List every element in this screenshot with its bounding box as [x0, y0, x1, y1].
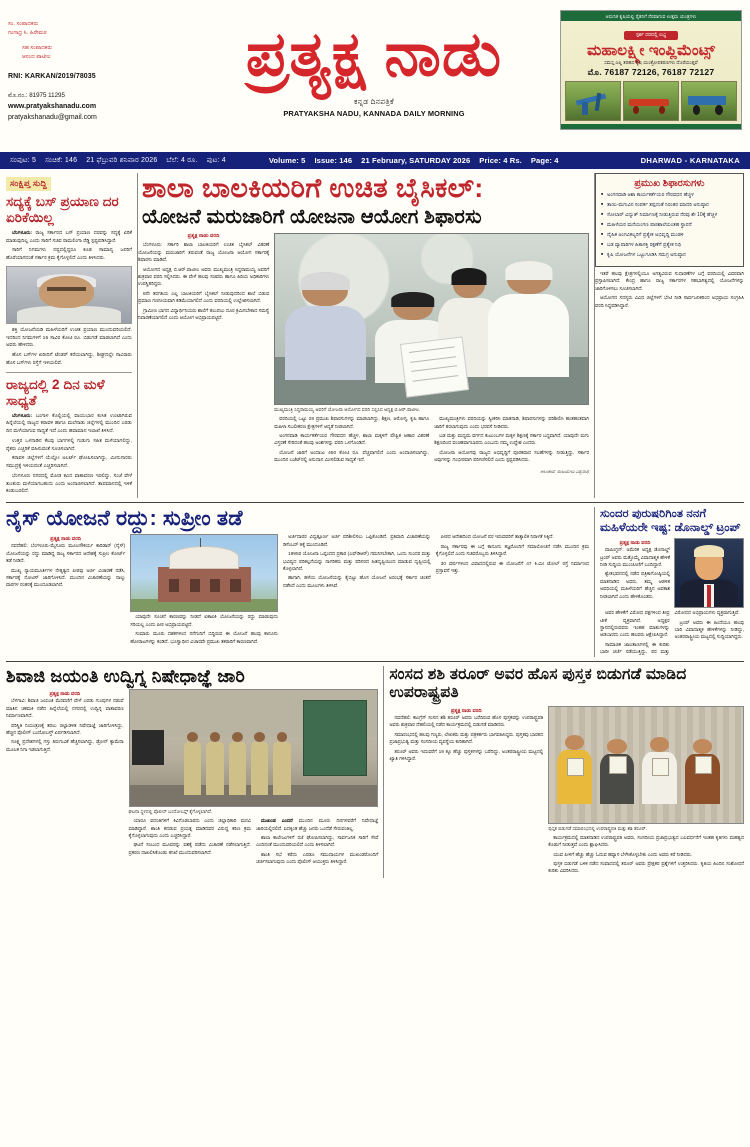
ad-photo-trailer	[681, 81, 737, 121]
info-issue-kn: ಸಂಚಿಕೆ: 146	[45, 156, 78, 164]
editor-label-2: ಸಹ ಸಂಪಾದಕರು	[22, 44, 52, 51]
editor-name-2: ಆನಂದ ಪಾಟೀಲ	[22, 53, 51, 60]
shivaji-headline[interactable]: ಶಿವಾಜಿ ಜಯಂತಿ ಉದ್ವಿಗ್ನ ನಿಷೇಧಾಜ್ಞೆ ಜಾರಿ	[6, 665, 245, 686]
nice-c4-p3: 30 ವರ್ಷಗಳಿಂದ ವಿವಾದದಲ್ಲಿರುವ ಈ ಯೋಜನೆಗೆ 47 ಕಿ.ಮೀ ಟೋಲ್ ರಸ್ತೆ ನಿರ್ಮಾಣದ ಪ್ರಸ್ತಾವನೆ ಇತ್ತು.	[435, 561, 590, 574]
lead-c1-p4: ಗ್ರಾಮೀಣ ಭಾಗದ ವಿದ್ಯಾರ್ಥಿನಿಯರು ಶಾಲೆಗೆ ತಲುಪಲು ದೂರ ಕ್ರಮಿಸಬೇಕಾದ ಸಮಸ್ಯೆ ನಿವಾರಣೆಯಾಗಲಿದೆ ಎಂದು ಆಯೋಗ ಅಭಿಪ್ರಾಯಪಟ್ಟಿದೆ.	[138, 308, 270, 322]
recommendation-item: ■ ಕೃಷಿ ಯೋಜನೆಗಳ ಒಟ್ಟುಗೂಡಿಸಿ ಸಮಗ್ರ ಅನುಷ್ಠಾನ	[601, 252, 738, 260]
masthead	[0, 0, 750, 152]
shivaji-byline: ಪ್ರತ್ಯಕ್ಷ ನಾಡು ವರದಿ	[49, 691, 81, 698]
left-sidebar	[6, 173, 132, 498]
contact-email[interactable]: pratyakshanadu@gmail.com	[8, 114, 97, 121]
trump-c2-p1: ಅವರ ಹೇಳಿಕೆಗೆ ವಿರೋಧ ಪಕ್ಷಗಳಿಂದ ತೀವ್ರ ಟೀಕೆ ವ್ಯಕ್ತವಾಗಿದೆ. ಅಧ್ಯಕ್ಷರ ಸ್ಥಾನದಲ್ಲಿರುವವರು ಇಂತಹ ಮಾತುಗಳನ್ನು ಆಡಬಾರದು ಎಂದು ಹಲವರು ಆಕ್ಷೇಪಿಸಿದ್ದಾರೆ.	[600, 611, 670, 639]
lead-c3-p3: ಯೋಜನಾ ಆಯೋಗವು ರಾಜ್ಯದ ಅಭಿವೃದ್ಧಿಗೆ ಪೂರಕವಾದ ಸಲಹೆಗಳನ್ನು ನೀಡುತ್ತಿದ್ದು, ಸರ್ಕಾರ ಅವುಗಳನ್ನು ಗಂಭೀರವಾಗಿ ಪರಿಗಣಿಸಲಿದೆ ಎಂದು ಸ್ಪಷ್ಟಪಡಿಸಿದರು.	[434, 450, 590, 464]
story-shivaji	[6, 666, 378, 878]
tharoor-c1-p3: ತರೂರ್ ಅವರು ಇದುವರೆಗೆ 19 ಕ್ಕೂ ಹೆಚ್ಚು ಪುಸ್ತಕಗಳನ್ನು ಬರೆದಿದ್ದು, ಅಂತರರಾಷ್ಟ್ರೀಯ ಮಟ್ಟದಲ್ಲಿ ಖ್ಯಾತಿ ಗಳಿಸಿದ್ದಾರೆ.	[389, 749, 544, 762]
shivaji-c1-p1: ಬೆಳಗಾವಿ: ಶಿವಾಜಿ ಜಯಂತಿ ಮೆರವಣಿಗೆ ವೇಳೆ ಎರಡು ಗುಂಪುಗಳ ನಡುವೆ ಮಾತಿನ ಚಕಮಕಿ ನಡೆದ ಹಿನ್ನೆಲೆಯಲ್ಲಿ ನಗರದಲ್ಲಿ ಉದ್ವಿಗ್ನ ವಾತಾವರಣ ನಿರ್ಮಾಣವಾಗಿದೆ.	[6, 699, 124, 720]
recommendations-title: ಪ್ರಮುಖ ಶಿಫಾರಸುಗಳು	[634, 178, 705, 189]
story-tharoor	[383, 666, 744, 878]
recommendations-panel	[594, 173, 744, 498]
tharoor-headline[interactable]: ಸಂಸದ ಶಶಿ ತರೂರ್ ಅವರ ಹೊಸ ಪುಸ್ತಕ ಬಿಡುಗಡೆ ಮಾಡಿದ ಉಪರಾಷ್ಟ್ರಪತಿ	[389, 665, 687, 702]
ad-phone-numbers: ಮೊ. 76187 72126, 76187 72127	[587, 67, 715, 77]
trump-c1-p1: ವಾಷಿಂಗ್ಟನ್: ಅಮೆರಿಕ ಅಧ್ಯಕ್ಷ ಡೊನಾಲ್ಡ್ ಟ್ರಂಪ್ ಅವರು ಮತ್ತೊಮ್ಮೆ ವಿವಾದಾತ್ಮಕ ಹೇಳಿಕೆ ನೀಡಿ ಸುದ್ದಿಯ ಮುಂಚೂಣಿಗೆ ಬಂದಿದ್ದಾರೆ.	[600, 548, 670, 568]
lead-c3-p1: ಮುಖ್ಯಮಂತ್ರಿಗಳು ವರದಿಯನ್ನು ಸ್ವೀಕರಿಸಿ ಮಾತನಾಡಿ, ಶಿಫಾರಸುಗಳನ್ನು ಪರಿಶೀಲಿಸಿ ಹಂತಹಂತವಾಗಿ ಜಾರಿಗೆ ತರಲಾಗುವುದು ಎಂದು ಭರವಸೆ ನೀಡಿದರು.	[434, 417, 590, 430]
recommendation-item: ■ ಸೋಲಾರ್ ವಿದ್ಯುತ್ ನಿರ್ಮಾಣಕ್ಕೆ ನೀಡುತ್ತಿರುವ ನೆರವು ಶೇ 10ಕ್ಕೆ ಹೆಚ್ಚಳ	[601, 212, 738, 220]
sidebar-story1-body	[6, 230, 132, 263]
recommendations-box	[595, 173, 744, 267]
story-nice	[6, 507, 589, 648]
shivaji-c1-p2: ಪರಿಸ್ಥಿತಿ ನಿಯಂತ್ರಣಕ್ಕೆ ತರಲು ಜಿಲ್ಲಾಡಳಿತ ನಿಷೇಧಾಜ್ಞೆ ಜಾರಿಗೊಳಿಸಿದ್ದು, ಹೆಚ್ಚಿನ ಪೊಲೀಸ್ ಬಂದೋಬಸ್ತ್ ಏರ್ಪಡಿಸಲಾಗಿದೆ.	[6, 723, 124, 737]
masthead-advertisement[interactable]	[560, 10, 742, 130]
sidebar-story1-p1: ರಾಜ್ಯ ಸರ್ಕಾರದ ಬಸ್ ಪ್ರಯಾಣ ದರವನ್ನು ಸದ್ಯಕ್ಕೆ ಏರಿಕೆ ಮಾಡುವುದಿಲ್ಲ ಎಂದು ಸಾರಿಗೆ ಸಚಿವ ರಾಮಲಿಂಗಾ ರೆಡ್ಡಿ ಸ್ಪಷ್ಟಪಡಿಸಿದ್ದಾರೆ.	[6, 230, 132, 244]
sidebar-story2-dateline: ಬೆಂಗಳೂರು:	[12, 413, 33, 419]
tharoor-c2-p2: ಯುವ ಪೀಳಿಗೆ ಹೆಚ್ಚು ಹೆಚ್ಚು ಓದುವ ಹವ್ಯಾಸ ಬೆಳೆಸಿಕೊಳ್ಳಬೇಕು ಎಂದು ಅವರು ಕರೆ ನೀಡಿದರು.	[553, 852, 693, 858]
sidebar-story1-p3: ಶಕ್ತಿ ಯೋಜನೆಯಡಿ ಮಹಿಳೆಯರಿಗೆ ಉಚಿತ ಪ್ರಯಾಣ ಮುಂದುವರಿಯಲಿದೆ. ಇದರಿಂದ ನಿಗಮಗಳಿಗೆ 15 ಸಾವಿರ ಕೋಟಿ ರೂ. ಬಿಡುಗಡೆ ಮಾಡಲಾಗಿದೆ ಎಂದು ಅವರು ಹೇಳಿದರು.	[6, 327, 132, 349]
trump-c2-p2: ಸಾಮಾಜಿಕ ಜಾಲತಾಣಗಳಲ್ಲಿ ಈ ಕುರಿತು ಭಾರೀ ಚರ್ಚೆ ನಡೆಯುತ್ತಿದ್ದು, ಪರ ಮತ್ತು ವಿರೋಧದ ಅಭಿಪ್ರಾಯಗಳು ವ್ಯಕ್ತವಾಗುತ್ತಿವೆ.	[600, 611, 740, 656]
sidebar-story1-headline[interactable]: ಸದ್ಯಕ್ಕೆ ಬಸ್ ಪ್ರಯಾಣ ದರ ಏರಿಕೆಯಿಲ್ಲ	[6, 194, 119, 226]
lead-byline: ಪ್ರತ್ಯಕ್ಷ ನಾಡು ವರದಿ	[187, 233, 220, 240]
shivaji-c2-p1: ಯಾರೂ ವದಂತಿಗಳಿಗೆ ಕಿವಿಗೊಡಬಾರದು ಎಂದು ಜಿಲ್ಲಾಧಿಕಾರಿ ಮನವಿ ಮಾಡಿದ್ದಾರೆ. ಶಾಂತಿ ಕದಡುವ ಪ್ರಯತ್ನ ಮಾಡಿದವರ ವಿರುದ್ಧ ಕಠಿಣ ಕ್ರಮ ಕೈಗೊಳ್ಳಲಾಗುವುದು ಎಂದು ಎಚ್ಚರಿಸಿದ್ದಾರೆ.	[128, 819, 251, 840]
info-pages-en: Page: 4	[530, 156, 559, 165]
ad-ribbon-text: ಸ್ಪರ್ಶ ದರದಲ್ಲಿ ಲಭ್ಯ	[624, 31, 678, 40]
recommendation-item: ■ ಬಡ ವ್ಯಾಪಾರಿಗಳ ಹಿತಾಸಕ್ತಿ ರಕ್ಷಣೆಗೆ ಪ್ರತ್ಯೇಕ ನಿಧಿ	[601, 242, 738, 250]
shivaji-c1-p3: ಸೂಕ್ಷ್ಮ ಪ್ರದೇಶಗಳಲ್ಲಿ ಗಸ್ತು ತಿರುಗುವಿಕೆ ಹೆಚ್ಚಿಸಲಾಗಿದ್ದು, ಡ್ರೋನ್ ಕ್ಯಾಮೆರಾ ಮೂಲಕ ನಿಗಾ ಇಡಲಾಗುತ್ತಿದೆ.	[6, 740, 124, 753]
contact-website[interactable]: www.pratyakshanadu.com	[8, 102, 97, 110]
nice-c1-p1: ನವದೆಹಲಿ: ಬೆಂಗಳೂರು-ಮೈಸೂರು ಮೂಲಸೌಕರ್ಯ ಕಾರಿಡಾರ್ (ನೈಸ್) ಯೋಜನೆಯನ್ನು ರದ್ದು ಮಾಡಿದ್ದ ರಾಜ್ಯ ಸರ್ಕಾರದ ಆದೇಶಕ್ಕೆ ಸುಪ್ರೀಂ ಕೋರ್ಟ್ ತಡೆ ನೀಡಿದೆ.	[6, 544, 126, 565]
nice-c2-p1: ಯಾವುದೇ ಸೂಚನೆ ಕಾರಣವನ್ನು ನೀಡದೆ ಏಕಾಏಕಿ ಯೋಜನೆಯನ್ನು ರದ್ದು ಮಾಡುವುದು ಸರಿಯಲ್ಲ ಎಂದು ಪೀಠ ಅಭಿಪ್ರಾಯಪಟ್ಟಿದೆ.	[130, 615, 278, 628]
lead-story	[137, 173, 589, 498]
shivaji-highlight-label: ಮುಖಂಡ ಎಂದರೆ	[260, 819, 293, 825]
lead-photo	[274, 233, 589, 405]
ad-subtitle: ಸಮಸ್ತ ಎಲ್ಲ ತರಹದ ಕೃಷಿ ಯಂತ್ರೋಪಕರಣಗಳು ದೊರೆಯುತ್ತವೆ	[604, 60, 698, 65]
lead-column-1	[138, 233, 269, 475]
info-edition: DHARWAD - KARNATAKA	[640, 156, 740, 165]
tharoor-c2-p1: ಕಾರ್ಯಕ್ರಮದಲ್ಲಿ ಮಾತನಾಡಿದ ಉಪರಾಷ್ಟ್ರಪತಿ ಅವರು, ಸಂಸದೀಯ ಪ್ರಜಾಪ್ರಭುತ್ವದ ಬಲವರ್ಧನೆಗೆ ಇಂತಹ ಕೃತಿಗಳು ಮಹತ್ವದ ಕೊಡುಗೆ ನೀಡುತ್ತವೆ ಎಂದು ಶ್ಲಾಘಿಸಿದರು.	[548, 835, 744, 849]
sidebar-story2-headline[interactable]: ರಾಜ್ಯದಲ್ಲಿ 2 ದಿನ ಮಳೆ ಸಾಧ್ಯತೆ	[6, 376, 105, 409]
sidebar-story2-body	[6, 413, 132, 497]
nice-c4-p2: ರಾಜ್ಯ ಸರ್ಕಾರವು ಈ ಬಗ್ಗೆ ಕಾನೂನು ತಜ್ಞರೊಂದಿಗೆ ಸಮಾಲೋಚನೆ ನಡೆಸಿ ಮುಂದಿನ ಕ್ರಮ ಕೈಗೊಳ್ಳಲಿದೆ ಎಂದು ಸಚಿವರೊಬ್ಬರು ತಿಳಿಸಿದ್ದಾರೆ.	[435, 544, 590, 558]
ad-photo-plough	[565, 81, 621, 121]
editor-label-1: ಸಂ. ಸಂಪಾದಕರು	[8, 21, 39, 27]
lead-photo-credit: ಆಲಂಕಾರ: ಸಂಜಯಗಿರಿ ವಿಶ್ವನಾಥ	[540, 468, 589, 474]
lead-c1-p2: ಆಯೋಗದ ಅಧ್ಯಕ್ಷ ಬಿ.ಆರ್.ಪಾಟೀಲ ಅವರು ಮುಖ್ಯಮಂತ್ರಿ ಸಿದ್ದರಾಮಯ್ಯ ಅವರಿಗೆ ಶುಕ್ರವಾರ ವರದಿ ಸಲ್ಲಿಸಿದರು. ಈ ವೇಳೆ ಹಲವು ಸಚಿವರು ಹಾಗೂ ಹಿರಿಯ ಅಧಿಕಾರಿಗಳು ಉಪಸ್ಥಿತರಿದ್ದರು.	[138, 267, 270, 288]
police-photo	[129, 689, 379, 807]
recommendation-item: ■ ದೈಹಿಕ ಅಂಗವಿಕಲ್ಯರಿಗೆ ಪ್ರತ್ಯೇಕ ಅಭಿವೃದ್ಧಿ ಮಂಡಳಿ	[601, 232, 738, 240]
lead-c2-p3: ಯೋಜನೆ ಜಾರಿಗೆ ಅಂದಾಜು 450 ಕೋಟಿ ರೂ. ವೆಚ್ಚವಾಗಲಿದೆ ಎಂದು ಅಂದಾಜಿಸಲಾಗಿದ್ದು, ಮುಂದಿನ ಬಜೆಟ್‌ನಲ್ಲಿ ಅನುದಾನ ಮೀಸಲಿಡುವ ಸಾಧ್ಯತೆ ಇದೆ.	[274, 450, 430, 464]
lead-photo-caption: ಮುಖ್ಯಮಂತ್ರಿ ಸಿದ್ದರಾಮಯ್ಯ ಅವರಿಗೆ ಯೋಜನಾ ಆಯೋಗದ ವರದಿ ಸಲ್ಲಿಸಿದ ಅಧ್ಯಕ್ಷ ಬಿ.ಆರ್.ಪಾಟೀಲ.	[274, 407, 421, 413]
tharoor-c1-p2: ಸಮಾರಂಭದಲ್ಲಿ ಹಲವು ಗಣ್ಯರು, ಲೇಖಕರು ಮತ್ತು ಪತ್ರಕರ್ತರು ಭಾಗವಹಿಸಿದ್ದರು. ಪುಸ್ತಕವು ಭಾರತದ ಪ್ರಜಾಪ್ರಭುತ್ವ ಮತ್ತು ಸಂಸದೀಯ ವ್ಯವಸ್ಥೆಯ ಕುರಿತಾಗಿದೆ.	[389, 732, 544, 746]
ad-photo-rotavator	[623, 81, 679, 121]
story-trump	[594, 507, 744, 657]
tharoor-c1-p1: ನವದೆಹಲಿ: ಕಾಂಗ್ರೆಸ್ ಸಂಸದ ಶಶಿ ತರೂರ್ ಅವರು ಬರೆದಿರುವ ಹೊಸ ಪುಸ್ತಕವನ್ನು ಉಪರಾಷ್ಟ್ರಪತಿ ಅವರು ಶುಕ್ರವಾರ ದೆಹಲಿಯಲ್ಲಿ ನಡೆದ ಕಾರ್ಯಕ್ರಮದಲ್ಲಿ ಬಿಡುಗಡೆ ಮಾಡಿದರು.	[389, 715, 544, 729]
book-release-photo	[548, 706, 744, 824]
nice-byline: ಪ್ರತ್ಯಕ್ಷ ನಾಡು ವರದಿ	[50, 536, 81, 543]
shivaji-c3-p3: ಶಾಂತಿ ಸಭೆ ಕರೆದು ಎರಡೂ ಸಮುದಾಯಗಳ ಮುಖಂಡರೊಂದಿಗೆ ಚರ್ಚಿಸಲಾಗುವುದು ಎಂದು ಪೊಲೀಸ್ ಆಯುಕ್ತರು ತಿಳಿಸಿದ್ದಾರೆ.	[255, 852, 379, 866]
sidebar-story2-p2: ಉತ್ತರ ಒಳನಾಡಿನ ಕೆಲವು ಭಾಗಗಳಲ್ಲಿ ಗುಡುಗು ಸಹಿತ ಮಳೆಯಾಗಲಿದ್ದು, ರೈತರು ಎಚ್ಚರಿಕೆ ವಹಿಸುವಂತೆ ಸೂಚಿಸಲಾಗಿದೆ.	[6, 438, 132, 452]
info-date-en: 21 February, SATURDAY 2026	[361, 156, 471, 165]
sidebar-story1-p4: ಹೊಸ ಬಸ್‌ಗಳ ಖರೀದಿಗೆ ಟೆಂಡರ್ ಕರೆಯಲಾಗಿದ್ದು, ಶೀಘ್ರದಲ್ಲೇ ಸಾವಿರಾರು ಹೊಸ ಬಸ್‌ಗಳು ರಸ್ತೆಗೆ ಇಳಿಯಲಿವೆ.	[6, 353, 132, 366]
recommendation-item: ■ ಅಂಗನವಾಡಿ ಆಶಾ ಕಾರ್ಯಕರ್ತೆಯರ ಗೌರವಧನ ಹೆಚ್ಚಳ	[601, 192, 738, 200]
info-date-kn: 21 ಫೆಬ್ರುವರಿ ಶನಿವಾರ 2026	[86, 156, 158, 164]
sidebar-story2-p1: ಬಂಗಾಳ ಕೊಲ್ಲಿಯಲ್ಲಿ ವಾಯುಭಾರ ಕುಸಿತ ಉಂಟಾಗಿರುವ ಹಿನ್ನೆಲೆಯಲ್ಲಿ ರಾಜ್ಯದ ಕರಾವಳಿ ಹಾಗೂ ಮಲೆನಾಡು ಜಿಲ್ಲೆಗಳಲ್ಲಿ ಮುಂದಿನ ಎರಡು ದಿನ ಮಳೆಯಾಗುವ ಸಾಧ್ಯತೆ ಇದೆ ಎಂದು ಹವಾಮಾನ ಇಲಾಖೆ ತಿಳಿಸಿದೆ.	[6, 413, 132, 435]
lead-c1-p3: 8ನೇ ತರಗತಿಯ ಎಲ್ಲ ಬಾಲಕಿಯರಿಗೆ ಬೈಸಿಕಲ್ ನೀಡುವುದರಿಂದ ಶಾಲೆ ಬಿಡುವ ಪ್ರಮಾಣ ಗಣನೀಯವಾಗಿ ಕಡಿಮೆಯಾಗಲಿದೆ ಎಂದು ವರದಿಯಲ್ಲಿ ಉಲ್ಲೇಖಿಸಲಾಗಿದೆ.	[138, 291, 270, 305]
info-pages-kn: ಪುಟ: 4	[206, 156, 226, 164]
book-photo-caption: ಪುಸ್ತಕ ಬಿಡುಗಡೆ ಸಮಾರಂಭದಲ್ಲಿ ಉಪರಾಷ್ಟ್ರಪತಿ ಮತ್ತು ಶಶಿ ತರೂರ್.	[548, 825, 647, 831]
info-price-en: Price: 4 Rs.	[479, 156, 522, 165]
trump-photo	[674, 538, 744, 608]
editor-name-1: ಗಂಗಾಧ್ರ ಸಿ. ಹಿರೇಮಠ	[8, 29, 47, 36]
nice-c2-p2: ಸುಮಾರು ಮೂರು ದಶಕಗಳಿಂದ ನನೆಗುದಿಗೆ ಬಿದ್ದಿರುವ ಈ ಯೋಜನೆ ಹಲವು ಕಾನೂನು ಹೋರಾಟಗಳನ್ನು ಕಂಡಿದೆ. ಭೂಸ್ವಾಧೀನ ವಿಚಾರವೇ ಪ್ರಮುಖ ತಕರಾರಿಗೆ ಕಾರಣವಾಗಿದೆ.	[130, 632, 278, 645]
police-photo-caption: ಘಟನಾ ಸ್ಥಳದಲ್ಲಿ ಪೊಲೀಸ್ ಬಂದೋಬಸ್ತ್ ಕೈಗೊಳ್ಳಲಾಗಿದೆ.	[128, 809, 213, 815]
main-content-grid	[0, 169, 750, 498]
info-price-kn: ಬೆಲೆ: 4 ರೂ.	[166, 156, 198, 164]
tagline-english: PRATYAKSHA NADU, KANNADA DAILY MORNING	[283, 108, 465, 118]
contact-phone: ಮೊ.ನಂ.: 81975 11295	[8, 91, 65, 99]
section-two	[0, 503, 750, 657]
sidebar-story2-p3: ಕರಾವಳಿ ಜಿಲ್ಲೆಗಳಿಗೆ ಯೆಲ್ಲೋ ಅಲರ್ಟ್ ಘೋಷಿಸಲಾಗಿದ್ದು, ಮೀನುಗಾರರು ಸಮುದ್ರಕ್ಕೆ ಇಳಿಯದಂತೆ ಎಚ್ಚರಿಸಲಾಗಿದೆ.	[6, 456, 132, 470]
trump-byline: ಪ್ರತ್ಯಕ್ಷ ನಾಡು ವರದಿ	[619, 540, 651, 547]
tagline-kannada: ಕನ್ನಡ ದಿನಪತ್ರಿಕೆ	[354, 96, 394, 106]
masthead-left-info	[8, 6, 188, 152]
shivaji-c2-p2: ಘಟನೆ ಸಂಬಂಧ ಮೂವರನ್ನು ವಶಕ್ಕೆ ಪಡೆದು ವಿಚಾರಣೆ ನಡೆಸಲಾಗುತ್ತಿದೆ. ಪ್ರಕರಣ ದಾಖಲಿಸಿಕೊಂಡು ತನಿಖೆ ಮುಂದುವರಿಸಲಾಗಿದೆ.	[128, 843, 251, 856]
ad-brand-title: ಮಹಾಲಕ್ಷ್ಮೀ ಇಂಪ್ಲಿಮೆಂಟ್ಸ್	[586, 42, 716, 59]
lead-c1-p1: ಬೆಂಗಳೂರು: ಸರ್ಕಾರಿ ಶಾಲಾ ಬಾಲಕಿಯರಿಗೆ ಉಚಿತ ಬೈಸಿಕಲ್ ವಿತರಣೆ ಯೋಜನೆಯನ್ನು ಮರುಜಾರಿಗೆ ತರುವಂತೆ ರಾಜ್ಯ ಯೋಜನಾ ಆಯೋಗ ಸರ್ಕಾರಕ್ಕೆ ಶಿಫಾರಸು ಮಾಡಿದೆ.	[138, 243, 270, 264]
trump-c1-p2: ಶ್ವೇತಭವನದಲ್ಲಿ ನಡೆದ ಪತ್ರಿಕಾಗೋಷ್ಠಿಯಲ್ಲಿ ಮಾತನಾಡಿದ ಅವರು, ತಮ್ಮ ಆಡಳಿತ ಅವಧಿಯಲ್ಲಿ ಮಹಿಳೆಯರಿಗೆ ಹೆಚ್ಚಿನ ಅವಕಾಶ ನೀಡಲಾಗಿದೆ ಎಂದು ಹೇಳಿಕೊಂಡರು.	[600, 572, 670, 600]
recommendation-item: ■ ಮಹಿಳೆಯರ ಮನೆಯಂಗಣ ಪಾಠಶಾಲೆಯಂತಹ ಸ್ಥಾಪನೆ	[601, 222, 738, 230]
ad-top-strip: ಆಧುನಿಕ ಕೃಷಿಯಲ್ಲಿ ರೈತನಿಗೆ ನೆರವಾಗುವ ಉತ್ತಮ ಯಂತ್ರಗಳು	[561, 11, 741, 21]
lead-c2-p2: ಅಂಗನವಾಡಿ ಕಾರ್ಯಕರ್ತೆಯರ ಗೌರವಧನ ಹೆಚ್ಚಳ, ಶಾಲಾ ಮಕ್ಕಳಿಗೆ ಪೌಷ್ಟಿಕ ಆಹಾರ ವಿತರಣೆ ವಿಸ್ತರಣೆ ಸೇರಿದಂತೆ ಹಲವು ಅಂಶಗಳನ್ನು ವರದಿ ಒಳಗೊಂಡಿದೆ.	[274, 433, 430, 447]
recommendations-note-2: ಆಯೋಗದ ಸದಸ್ಯರು ವಿವಿಧ ಜಿಲ್ಲೆಗಳಿಗೆ ಭೇಟಿ ನೀಡಿ ಸಾರ್ವಜನಿಕರಿಂದ ಅಭಿಪ್ರಾಯ ಸಂಗ್ರಹಿಸಿ ವರದಿ ಸಿದ್ಧಪಡಿಸಿದ್ದಾರೆ.	[595, 296, 744, 309]
rni-number: RNI: KARKAN/2019/78035	[8, 72, 96, 80]
sidebar-story1-dateline: ಬೆಂಗಳೂರು:	[12, 230, 33, 236]
sidebar-section-tag: ಸಂಕ್ಷಿಪ್ತ ಸುದ್ದಿ	[6, 177, 51, 191]
ad-ribbon	[561, 23, 741, 41]
nice-headline[interactable]: ನೈಸ್ ಯೋಜನೆ ರದ್ದು: ಸುಪ್ರೀಂ ತಡೆ	[6, 507, 243, 531]
newspaper-logo: ಪ್ರತ್ಯಕ್ಷ ನಾಡು	[245, 20, 503, 89]
section-three	[0, 662, 750, 878]
editor-credits	[8, 20, 188, 62]
recommendations-list	[601, 192, 738, 260]
tharoor-c2-p3: ಪುಸ್ತಕ ಬಿಡುಗಡೆ ಬಳಿಕ ನಡೆದ ಸಂವಾದದಲ್ಲಿ ತರೂರ್ ಅವರು ಪ್ರೇಕ್ಷಕರ ಪ್ರಶ್ನೆಗಳಿಗೆ ಉತ್ತರಿಸಿದರು. ಕೃತಿಯ ಹಿಂದಿನ ಸಂಶೋಧನೆ ಕುರಿತು ವಿವರಿಸಿದರು.	[548, 862, 744, 875]
nice-c1-p2: ಮುಖ್ಯ ನ್ಯಾಯಮೂರ್ತಿಗಳ ನೇತೃತ್ವದ ಪೀಠವು ಅರ್ಜಿ ವಿಚಾರಣೆ ನಡೆಸಿ, ಸರ್ಕಾರಕ್ಕೆ ನೋಟಿಸ್ ಜಾರಿಗೊಳಿಸಿದೆ. ಮುಂದಿನ ವಿಚಾರಣೆಯನ್ನು ನಾಲ್ಕು ವಾರಗಳ ನಂತರಕ್ಕೆ ಮುಂದೂಡಲಾಗಿದೆ.	[6, 568, 126, 589]
ad-bottom-strip	[561, 124, 741, 129]
sidebar-story1-photo	[6, 266, 132, 324]
tharoor-byline: ಪ್ರತ್ಯಕ್ಷ ನಾಡು ವರದಿ	[450, 707, 482, 714]
shivaji-c3-p2: ಶಾಲಾ ಕಾಲೇಜುಗಳಿಗೆ ರಜೆ ಘೋಷಿಸಲಾಗಿದ್ದು, ಸಾರ್ವಜನಿಕ ಸಾರಿಗೆ ಸೇವೆ ಎಂದಿನಂತೆ ಮುಂದುವರಿಯಲಿದೆ ಎಂದು ತಿಳಿಸಲಾಗಿದೆ.	[255, 836, 379, 849]
nice-c3-p3: ಹಾಗಾಗಿ, ಹಳೆಯ ಯೋಜನೆಯನ್ನು ಕೈಬಿಟ್ಟು ಹೊಸ ಯೋಜನೆ ಅರಂಭಕ್ಕೆ ಸರ್ಕಾರ ಚಿಂತನೆ ನಡೆಸಿದೆ ಎಂದು ಮೂಲಗಳು ತಿಳಿಸಿವೆ.	[282, 576, 431, 589]
info-volume-kn: ಸಂಪುಟ: 5	[10, 156, 37, 164]
lead-photo-column	[274, 233, 589, 475]
lead-c3-p2: ಬಡ ಮತ್ತು ಮಧ್ಯಮ ವರ್ಗದ ಕುಟುಂಬಗಳ ಮಕ್ಕಳ ಶಿಕ್ಷಣಕ್ಕೆ ಸರ್ಕಾರ ಬದ್ಧವಾಗಿದೆ. ಯಾವುದೇ ಮಗು ಶಿಕ್ಷಣದಿಂದ ವಂಚಿತವಾಗಬಾರದು ಎಂಬುದು ನಮ್ಮ ಉದ್ದೇಶ ಎಂದರು.	[434, 433, 590, 447]
nice-c4-p1: ಪೀಠದ ಆದೇಶದಿಂದ ಯೋಜನೆ ಪರ ಇರುವವರಿಗೆ ತಾತ್ಕಾಲಿಕ ನಿರಾಳತೆ ಸಿಕ್ಕಿದೆ.	[440, 535, 554, 541]
shivaji-c3-p1: ಮುಂದಿನ ಮೂರು ದಿನಗಳವರೆಗೆ ನಿಷೇಧಾಜ್ಞೆ ಜಾರಿಯಲ್ಲಿರಲಿದೆ. ಐದಕ್ಕಿಂತ ಹೆಚ್ಚು ಜನರು ಒಂದೆಡೆ ಸೇರುವಂತಿಲ್ಲ.	[255, 819, 379, 832]
lead-c2-p1: ವರದಿಯಲ್ಲಿ ಒಟ್ಟು 28 ಪ್ರಮುಖ ಶಿಫಾರಸುಗಳನ್ನು ಮಾಡಲಾಗಿದ್ದು, ಶಿಕ್ಷಣ, ಆರೋಗ್ಯ, ಕೃಷಿ ಹಾಗೂ ಮಹಿಳಾ ಸಬಲೀಕರಣ ಕ್ಷೇತ್ರಗಳಿಗೆ ಆದ್ಯತೆ ನೀಡಲಾಗಿದೆ.	[274, 417, 430, 430]
issue-info-bar	[0, 152, 750, 169]
trump-c2-p3: ಟ್ರಂಪ್ ಅವರು ಈ ಹಿಂದೆಯೂ ಹಲವು ಬಾರಿ ವಿವಾದಾತ್ಮಕ ಹೇಳಿಕೆಗಳನ್ನು ನೀಡಿದ್ದು, ಅಂತರರಾಷ್ಟ್ರೀಯ ಮಟ್ಟದಲ್ಲಿ ಸುದ್ದಿಯಾಗಿದ್ದರು.	[674, 620, 744, 641]
sidebar-divider	[6, 372, 132, 373]
sidebar-story2-p4: ಬೆಂಗಳೂರು ನಗರದಲ್ಲಿ ಮೋಡ ಕವಿದ ವಾತಾವರಣ ಇರಲಿದ್ದು, ಸಂಜೆ ವೇಳೆ ತುಂತುರು ಮಳೆಯಾಗಬಹುದು ಎಂದು ಅಂದಾಜಿಸಲಾಗಿದೆ. ತಾಪಮಾನದಲ್ಲಿ ಇಳಿಕೆ ಕಂಡುಬರಲಿದೆ.	[6, 473, 132, 495]
lead-story-columns	[138, 233, 589, 475]
trump-headline[interactable]: ಸುಂದರ ಪುರುಷರಿಗಿಂತ ನನಗೆ ಮಹಿಳೆಯರೇ ಇಷ್ಟ: ಡೊನಾಲ್ಡ್ ಟ್ರಂಪ್	[600, 508, 741, 535]
supreme-court-photo	[130, 534, 278, 612]
ad-product-photos	[561, 78, 741, 121]
nice-c3-p2: 1995ರ ಯೋಜನಾ ಒಪ್ಪಂದದ ಪ್ರಕಾರ (ಎಫ್‌ಡಿಆರ್) ಗಮನಿಸಬೇಕಾಗಿ, ಒಂದು ಸುಂದರ ಮತ್ತು ಭವಿಷ್ಯದ ಪರಿಕಲ್ಪನೆಯನ್ನು ನಾಗರಿಕರು ಮತ್ತು ಪರಿಸರದ ಹಿತದೃಷ್ಟಿಯಿಂದ ಮಾಡುವ ದೃಷ್ಟಿಯಲ್ಲಿ ಕೊಳ್ಳಲಾಗಿದೆ.	[282, 552, 431, 572]
recommendation-item: ■ ತಾಯಿ-ಮಗುವಿನ ಸಂಪರ್ಕ ತಪ್ಪದಂತೆ ನಿರಂತರ ಮಾದರಿ ಅನುಷ್ಠಾನ	[601, 202, 738, 210]
contact-block	[8, 91, 188, 124]
lead-headline-primary[interactable]: ಶಾಲಾ ಬಾಲಕಿಯರಿಗೆ ಉಚಿತ ಬೈಸಿಕಲ್:	[142, 173, 484, 203]
info-volume-en: Volume: 5	[268, 156, 306, 165]
lead-headline-secondary[interactable]: ಯೋಜನೆ ಮರುಜಾರಿಗೆ ಯೋಜನಾ ಆಯೋಗ ಶಿಫಾರಸು	[142, 206, 482, 229]
masthead-center	[188, 6, 560, 152]
recommendations-note-1: ಇತರೆ ಹಲವು ಕ್ಷೇತ್ರಗಳಲ್ಲಿಯೂ ಅಗತ್ಯವಿರುವ ಸುಧಾರಣೆಗಳ ಬಗ್ಗೆ ವರದಿಯಲ್ಲಿ ವಿವರವಾಗಿ ಪ್ರಸ್ತಾಪಿಸಲಾಗಿದೆ. ಕೇಂದ್ರ ಹಾಗೂ ರಾಜ್ಯ ಸರ್ಕಾರಗಳ ಸಹಭಾಗಿತ್ವದಲ್ಲಿ ಯೋಜನೆಗಳನ್ನು ಜಾರಿಗೊಳಿಸಲು ಸೂಚಿಸಲಾಗಿದೆ.	[595, 272, 744, 292]
nice-c3-p1: ಅರ್ಜಿದಾರರ ವಿದ್ವತ್ಪೂರ್ಣ ಅರ್ಜಿ ಪರಿಶೀಲಿಸಲು ಒಪ್ಪಿಕೊಂಡಿದೆ. ಪ್ರತಿವಾದಿ ವಿಚಾರಣೆಯನ್ನು ಡಿಸೆಂಬರ್ 9ಕ್ಕೆ ಮುಂದೂಡಿದೆ.	[282, 535, 431, 548]
info-issue-en: Issue: 146	[314, 156, 353, 165]
sidebar-story1-p2: ಸಾರಿಗೆ ನಿಗಮಗಳು ನಷ್ಟದಲ್ಲಿದ್ದರೂ ಕೂಡ ಸಾಮಾನ್ಯ ಜನರಿಗೆ ಹೊರೆಯಾಗದಂತೆ ಸರ್ಕಾರ ಕ್ರಮ ಕೈಗೊಳ್ಳಲಿದೆ ಎಂದು ತಿಳಿಸಿದರು.	[6, 248, 132, 262]
